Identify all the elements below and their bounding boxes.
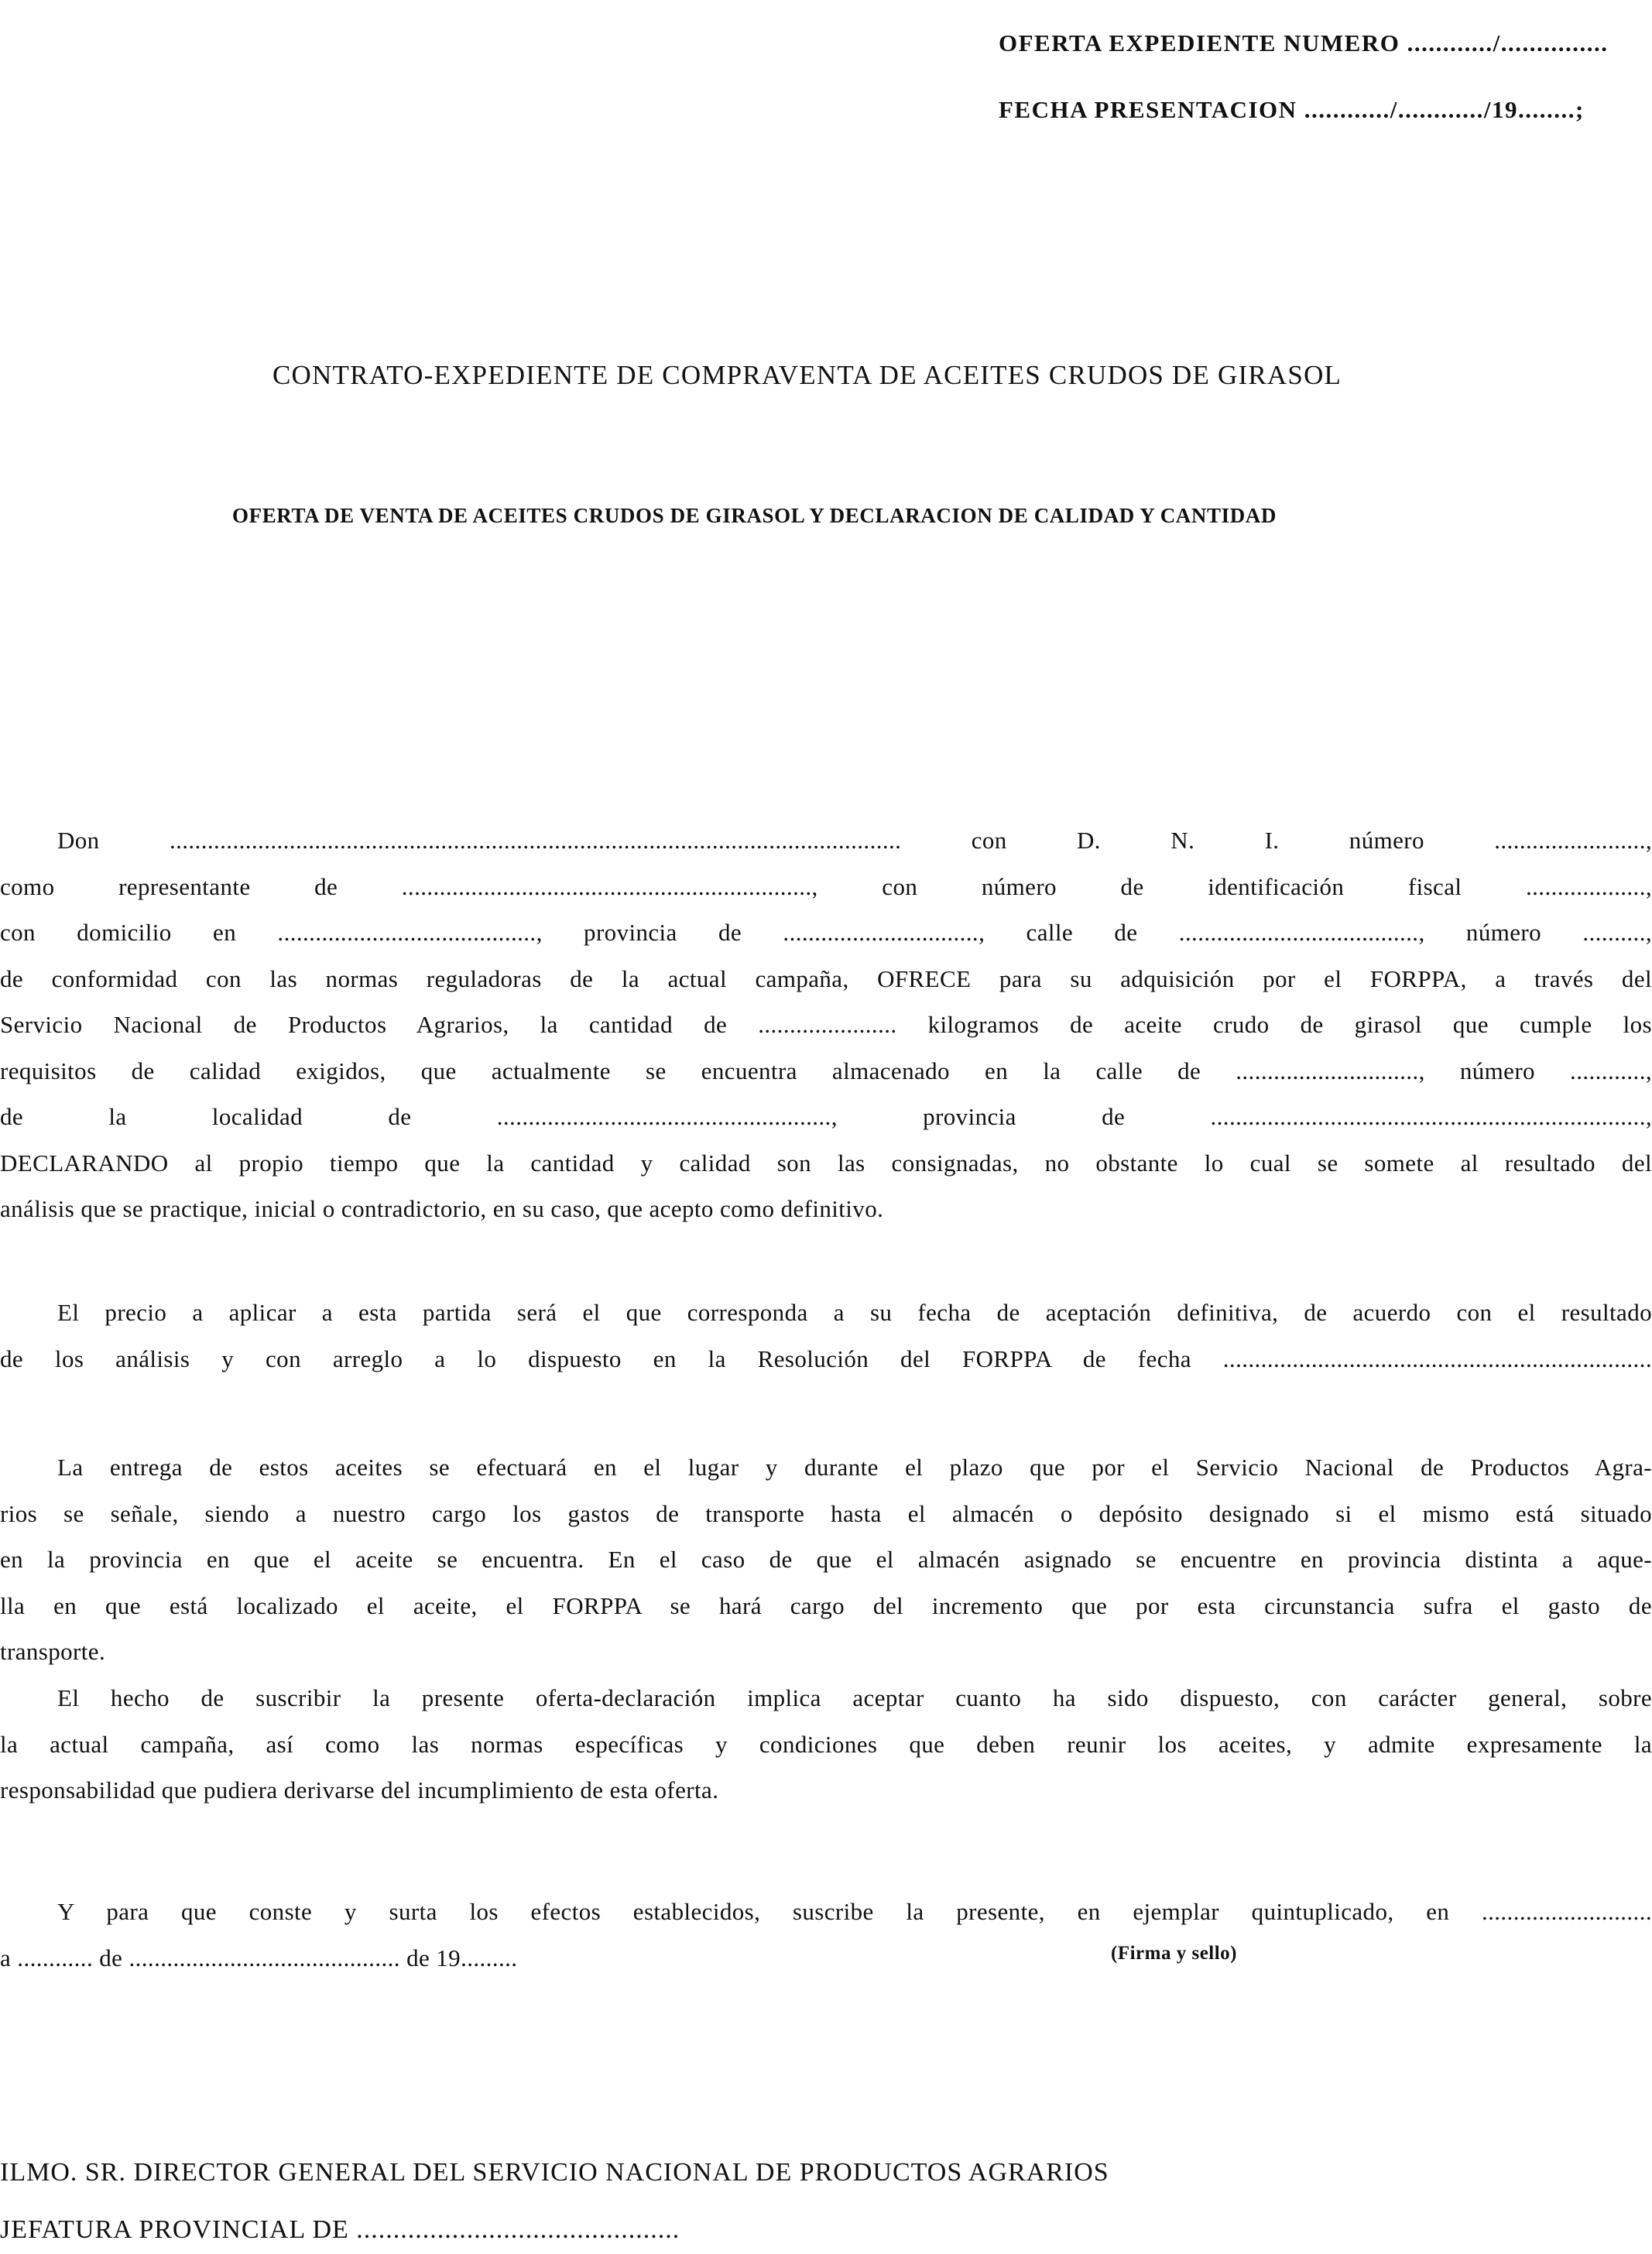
paragraph-line: en la provincia en que el aceite se encuentra. En el caso de que el almacén asignado se encuentre en provincia distinta a aque- xyxy=(0,1546,1652,1573)
paragraph-line: rios se señale, siendo a nuestro cargo los gastos de transporte hasta el almacén o depósito designado si el mismo está situado xyxy=(0,1499,1652,1527)
paragraph-line: responsabilidad que pudiera derivarse del incumplimiento de esta oferta. xyxy=(0,1776,719,1804)
paragraph-line: análisis que se practique, inicial o contradictorio, en su caso, que acepto como definitivo. xyxy=(0,1195,884,1222)
paragraph-line: con domicilio en ........................................., provincia de ..............................., calle de ......................................, número .........., xyxy=(0,919,1652,946)
paragraph-line: de conformidad con las normas reguladoras de la actual campaña, OFRECE para su adquisición por el FORPPA, a través del xyxy=(0,964,1652,992)
signature-label: (Firma y sello) xyxy=(1111,1943,1238,1964)
addressee-line: ILMO. SR. DIRECTOR GENERAL DEL SERVICIO NACIONAL DE PRODUCTOS AGRARIOS xyxy=(0,2158,1109,2187)
fecha-presentacion-field: FECHA PRESENTACION ............/............/19........; xyxy=(999,96,1585,123)
paragraph-line: de la localidad de ....................................................., provincia de ....................................................................., xyxy=(0,1103,1652,1130)
paragraph-line: como representante de ................................................................., con número de identificación fiscal ..................., xyxy=(0,872,1652,900)
paragraph-conste xyxy=(0,1889,1652,1981)
paragraph-oferta xyxy=(0,817,1652,1232)
oferta-expediente-field: OFERTA EXPEDIENTE NUMERO ............/............... xyxy=(999,29,1609,57)
paragraph-line: El precio a aplicar a esta partida será el que corresponda a su fecha de aceptación definitiva, de acuerdo con el resultado xyxy=(57,1299,1652,1326)
paragraph-line: La entrega de estos aceites se efectuará en el lugar y durante el plazo que por el Servicio Nacional de Productos Agra- xyxy=(57,1454,1652,1481)
paragraph-line: de los análisis y con arreglo a lo dispuesto en la Resolución del FORPPA de fecha .................................................................... xyxy=(0,1345,1652,1372)
paragraph-line: El hecho de suscribir la presente oferta-declaración implica aceptar cuanto ha sido dispuesto, con carácter general, sobre xyxy=(57,1684,1652,1711)
paragraph-line: a ............ de ........................................... de 19......... xyxy=(0,1944,518,1971)
document-title: CONTRATO-EXPEDIENTE DE COMPRAVENTA DE ACEITES CRUDOS DE GIRASOL xyxy=(272,360,1342,390)
paragraph-line: DECLARANDO al propio tiempo que la cantidad y calidad son las consignadas, no obstante lo cual se somete al resultado del xyxy=(0,1149,1652,1177)
paragraph-line: Servicio Nacional de Productos Agrarios, la cantidad de ...................... kilogramos de aceite crudo de girasol que cumple los xyxy=(0,1011,1652,1038)
paragraph-suscripcion xyxy=(0,1675,1652,1814)
paragraph-line: Y para que conste y surta los efectos establecidos, suscribe la presente, en ejemplar quintuplicado, en ........................... xyxy=(57,1898,1652,1925)
paragraph-line: requisitos de calidad exigidos, que actualmente se encuentra almacenado en la calle de ............................., número ............, xyxy=(0,1057,1652,1084)
paragraph-precio xyxy=(0,1290,1652,1382)
document-subtitle: OFERTA DE VENTA DE ACEITES CRUDOS DE GIRASOL Y DECLARACION DE CALIDAD Y CANTIDAD xyxy=(232,504,1277,527)
paragraph-line: la actual campaña, así como las normas específicas y condiciones que deben reunir los aceites, y admite expresamente la xyxy=(0,1730,1652,1758)
jefatura-provincial-line: JEFATURA PROVINCIAL DE ............................................ xyxy=(0,2215,680,2244)
paragraph-line: Don .................................................................................................................... con D. N. I. número ........................, xyxy=(57,827,1652,854)
paragraph-entrega xyxy=(0,1444,1652,1675)
paragraph-line: transporte. xyxy=(0,1638,106,1665)
paragraph-line: lla en que está localizado el aceite, el FORPPA se hará cargo del incremento que por esta circunstancia sufra el gasto de xyxy=(0,1591,1652,1619)
